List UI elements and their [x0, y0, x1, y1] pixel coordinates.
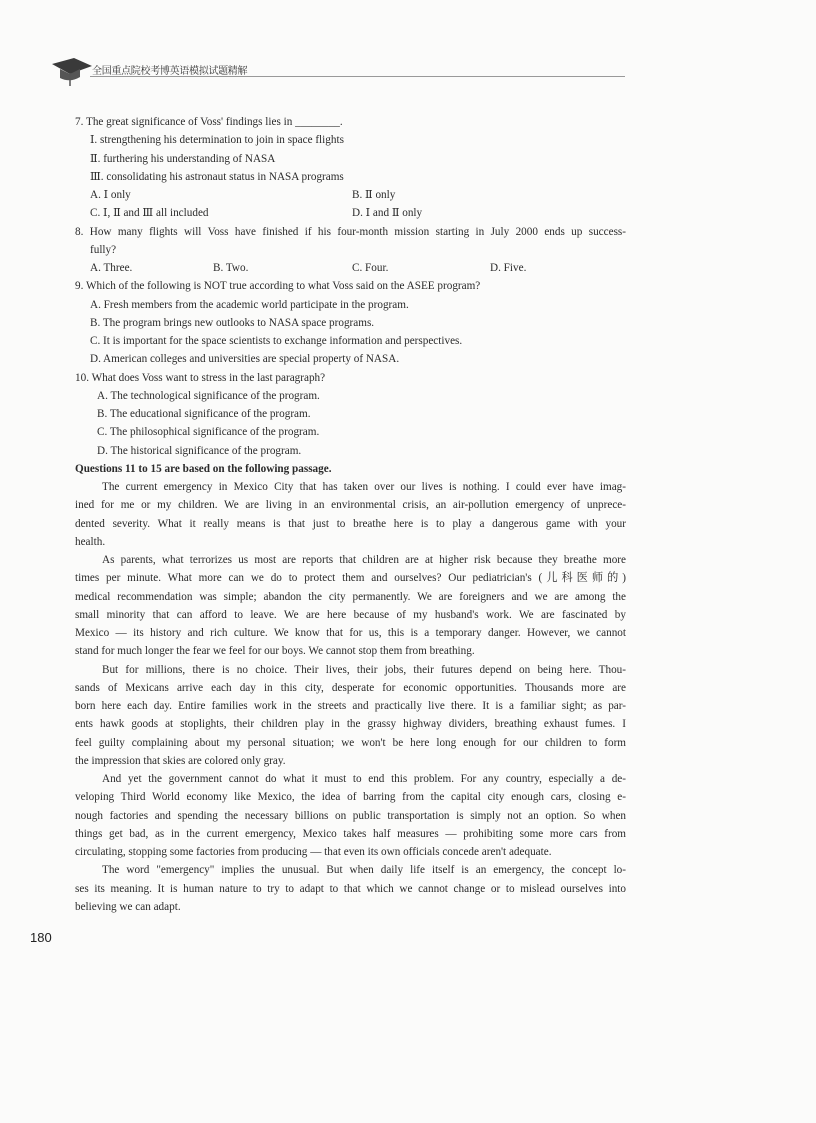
- paragraph-line: ined for me or my children. We are living in an environmental crisis, an air-pollution emergency of unprece-: [75, 499, 626, 512]
- answer-option: A. The technological significance of the program.: [97, 389, 320, 402]
- paragraph-line: As parents, what terrorizes us most are reports that children are at higher risk because they breathe more: [102, 554, 626, 566]
- answer-option: D. Five.: [490, 262, 527, 274]
- option-row: [75, 186, 626, 204]
- question-stem: 10. What does Voss want to stress in the last paragraph?: [75, 371, 326, 384]
- roman-item: Ⅰ. strengthening his determination to join in space flights: [90, 134, 344, 147]
- answer-option: C. Four.: [352, 262, 389, 274]
- answer-option: A. Ⅰ only: [90, 189, 131, 201]
- answer-option: C. Ⅰ, Ⅱ and Ⅲ all included: [90, 207, 209, 220]
- option-row: [75, 259, 626, 277]
- roman-item: Ⅲ. consolidating his astronaut status in NASA programs: [90, 170, 344, 183]
- paragraph-line: dented severity. What it really means is that just to breathe here is to play a dangerous game with your: [75, 517, 626, 530]
- paragraph-line: times per minute. What more can we do to protect them and ourselves? Our pediatrician's (儿科医师的): [75, 572, 626, 585]
- paragraph-line: the impression that skies are colored only gray.: [75, 754, 286, 767]
- graduation-cap-icon: [50, 56, 94, 90]
- answer-option: C. It is important for the space scientists to exchange information and perspectives.: [90, 335, 463, 347]
- answer-option: D. American colleges and universities are special property of NASA.: [90, 353, 400, 366]
- question-stem: 8. How many flights will Voss have finished if his four-month mission starting in July 2000 ends up success-: [75, 225, 626, 238]
- page-number: 180: [30, 930, 52, 945]
- paragraph-line: The word "emergency" implies the unusual. But when daily life itself is an emergency, the concept lo-: [102, 864, 626, 877]
- paragraph-line: ses its meaning. It is human nature to try to adapt to that which we cannot change or to mislead ourselves into: [75, 882, 626, 895]
- answer-option: D. Ⅰ and Ⅱ only: [352, 207, 423, 220]
- header-title: 全国重点院校考博英语模拟试题精解: [92, 66, 248, 77]
- paragraph-line: Mexico — its history and rich culture. We know that for us, this is a temporary danger. However, we cannot: [75, 627, 626, 639]
- paragraph-line: circulating, stopping some factories from producing — that even its own officials concede aren't adequate.: [75, 846, 552, 858]
- paragraph-line: And yet the government cannot do what it must to end this problem. For any country, especially a de-: [102, 773, 626, 785]
- paragraph-line: The current emergency in Mexico City that has taken over our lives is nothing. I could ever have imag-: [102, 481, 626, 493]
- paragraph-line: nough factories and spending the necessary billions on public transportation is simply not an option. So when: [75, 809, 626, 822]
- roman-item: Ⅱ. furthering his understanding of NASA: [90, 152, 276, 165]
- paragraph-line: sands of Mexicans arrive each day in this city, desperate for economic opportunities. Thousands more are: [75, 681, 626, 694]
- answer-option: B. Two.: [213, 262, 249, 274]
- header-rule: [90, 76, 625, 77]
- paragraph-line: ents hawk goods at stoplights, their children play in the grassy highway dividers, breathing exhaust fumes. I: [75, 718, 626, 731]
- running-header: [50, 56, 625, 86]
- question-stem: 9. Which of the following is NOT true according to what Voss said on the ASEE program?: [75, 280, 481, 293]
- paragraph-line: born here each day. Entire families work in the streets and practically live there. It is a familiar sight; as par-: [75, 700, 626, 712]
- answer-option: C. The philosophical significance of the program.: [97, 426, 320, 439]
- paragraph-line: stand for much longer the fear we feel for our boys. We cannot stop them from breathing.: [75, 645, 475, 658]
- option-row: [75, 204, 626, 222]
- answer-option: A. Three.: [90, 262, 133, 274]
- paragraph-line: small minority that can afford to leave. We are here because of my husband's work. We are fascinated by: [75, 608, 626, 621]
- paragraph-line: But for millions, there is no choice. Their lives, their jobs, their futures depend on being here. Thou-: [102, 663, 626, 676]
- paragraph-line: medical recommendation was simple; abandon the city permanently. We are foreigners and we are among the: [75, 590, 626, 603]
- answer-option: B. Ⅱ only: [352, 189, 396, 201]
- paragraph-line: believing we can adapt.: [75, 900, 181, 913]
- answer-option: B. The program brings new outlooks to NASA space programs.: [90, 316, 375, 329]
- answer-option: A. Fresh members from the academic world participate in the program.: [90, 298, 409, 311]
- paragraph-line: feel guilty complaining about my personal situation; we won't be here long enough for our children to form: [75, 736, 626, 749]
- question-stem: 7. The great significance of Voss' findings lies in ________.: [75, 116, 343, 128]
- paragraph-line: health.: [75, 535, 106, 548]
- question-stem-cont: fully?: [90, 243, 117, 256]
- paragraph-line: things get bad, as in the current emergency, Mexico takes half measures — prohibiting some more cars from: [75, 827, 626, 840]
- answer-option: B. The educational significance of the program.: [97, 408, 311, 420]
- passage-heading: Questions 11 to 15 are based on the following passage.: [75, 462, 332, 475]
- answer-option: D. The historical significance of the program.: [97, 444, 302, 457]
- page-body: [75, 113, 626, 916]
- paragraph-line: veloping Third World economy like Mexico, the idea of barring from the capital city enough cars, closing e-: [75, 791, 626, 804]
